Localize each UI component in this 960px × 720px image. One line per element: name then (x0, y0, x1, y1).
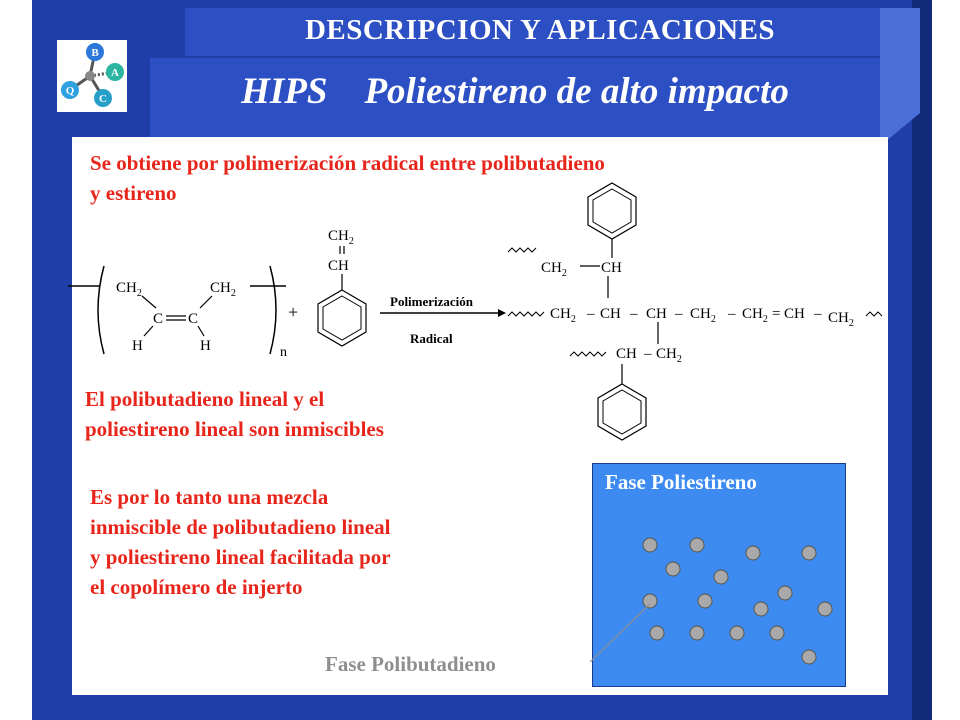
blend-line: Es por lo tanto una mezcla (90, 485, 329, 509)
logo-letter-c: C (99, 93, 107, 105)
ch2-group: $CH_2$ (541, 260, 567, 279)
blend-line: y poliestireno lineal facilitada por (90, 545, 391, 569)
blend-line: inmiscible de polibutadieno lineal (90, 515, 391, 539)
immiscible-line: poliestireno lineal son inmiscibles (85, 417, 384, 441)
repeat-index: n (280, 345, 287, 360)
dash: – (630, 306, 638, 322)
ch-group: CH (616, 346, 637, 362)
ch2-group: $CH_2$ (656, 346, 682, 365)
ch-group: CH (600, 306, 621, 322)
ch2-group: $CH_2$ (116, 280, 142, 299)
ch-group: CH (784, 306, 805, 322)
dash: – (587, 306, 595, 322)
carbon-atom: C (153, 311, 164, 327)
ch-group: CH (601, 260, 622, 276)
arrow-label-top: Polimerización (390, 294, 474, 309)
ch2-group: $CH_2$ (742, 306, 768, 325)
hydrogen-atom: H (200, 338, 211, 354)
dash: – (644, 346, 652, 362)
ch2-group: $CH_2$ (690, 306, 716, 325)
ch2-group: $CH_2$ (210, 280, 236, 299)
logo-letter-b: B (91, 47, 99, 59)
polystyrene-phase-label: Fase Poliestireno (605, 470, 757, 494)
ch2-group: $CH_2$ (550, 306, 576, 325)
ch-group: CH (646, 306, 667, 322)
dash: – (675, 306, 683, 322)
ch2-group: $CH_2$ (828, 310, 854, 329)
intro-line: Se obtiene por polimerización radical entre polibutadieno (90, 151, 605, 175)
dash: – (728, 306, 736, 322)
plus-sign: + (288, 302, 299, 322)
ch2-group: $CH_2$ (328, 228, 354, 247)
polybutadiene-phase-label: Fase Polibutadieno (325, 652, 496, 676)
intro-line: y estireno (90, 181, 177, 205)
dash: – (814, 306, 822, 322)
double-bond-sign: = (772, 306, 781, 322)
arrow-label-bottom: Radical (410, 331, 453, 346)
logo-letter-q: Q (65, 85, 75, 97)
hydrogen-atom: H (132, 338, 143, 354)
ch-group: CH (328, 258, 349, 274)
immiscible-line: El polibutadieno lineal y el (85, 387, 325, 411)
logo-letter-a: A (111, 67, 119, 79)
carbon-atom: C (188, 311, 199, 327)
blend-line: el copolímero de injerto (90, 575, 303, 599)
slide-subtitle: HIPS Poliestireno de alto impacto (241, 71, 789, 112)
slide-title: DESCRIPCION Y APLICACIONES (185, 8, 895, 56)
